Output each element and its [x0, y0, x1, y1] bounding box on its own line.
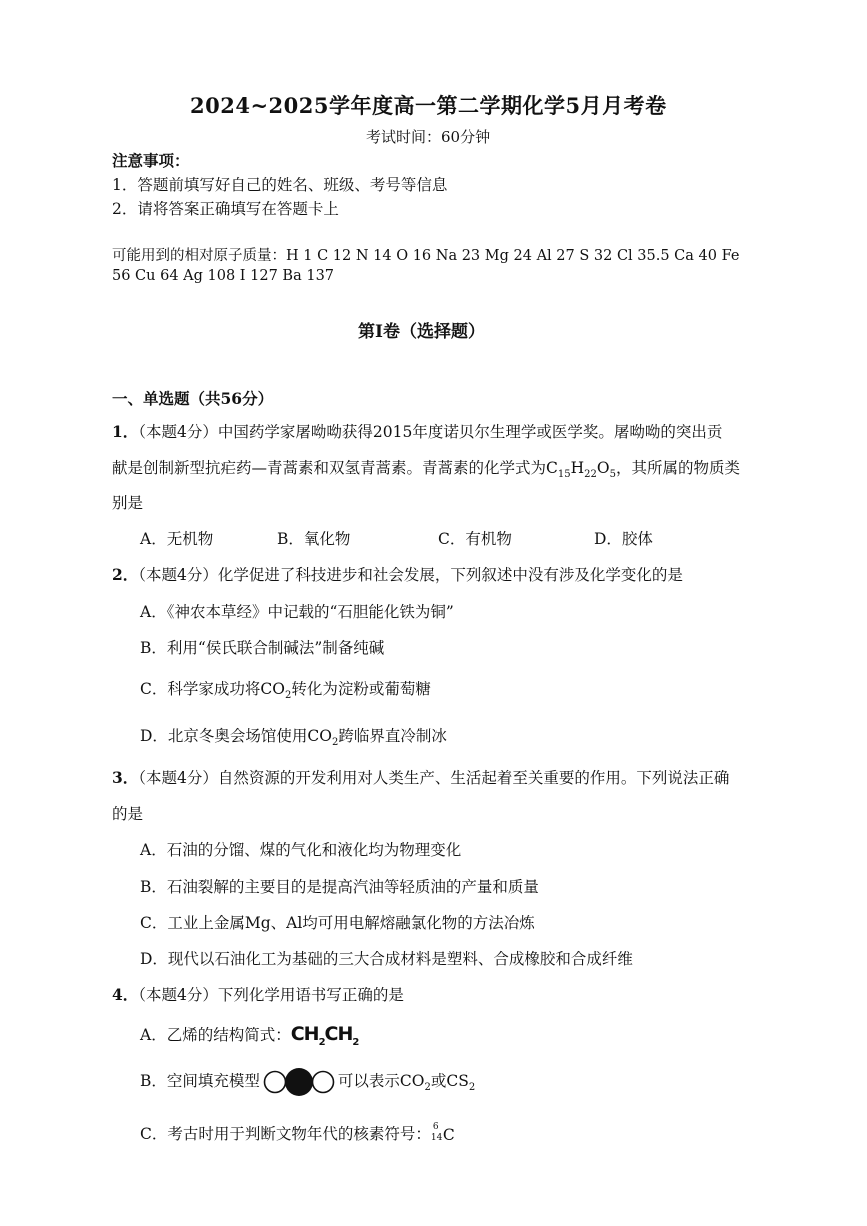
- note-item-2: 2．请将答案正确填写在答题卡上: [112, 200, 339, 218]
- question-2-option-b[interactable]: B．利用“侯氏联合制碱法”制备纯碱: [140, 639, 385, 657]
- question-4-option-c[interactable]: C．考古时用于判断文物年代的核素符号： 6 14 C: [140, 1122, 457, 1146]
- section-title: 一、单选题（共56分）: [112, 389, 274, 408]
- question-1-option-c[interactable]: C．有机物: [438, 530, 512, 548]
- notes-heading: 注意事项：: [112, 151, 190, 170]
- nuclide-symbol: 6 14 C: [430, 1122, 455, 1144]
- question-2-stem: 2．（本题4分）化学促进了科技进步和社会发展，下列叙述中没有涉及化学变化的是: [112, 565, 683, 584]
- page-title: 2024~2025学年度高一第二学期化学5月月考卷: [190, 93, 667, 118]
- question-3-option-c[interactable]: C．工业上金属Mg、Al均可用电解熔融氯化物的方法冶炼: [140, 914, 535, 932]
- question-2-option-c[interactable]: C．科学家成功将$CO_2$转化为淀粉或葡萄糖: [140, 680, 431, 702]
- question-3-line-1: 3．（本题4分）自然资源的开发利用对人类生产、生活起着至关重要的作用。下列说法正确: [112, 768, 730, 787]
- question-4-stem: 4．（本题4分）下列化学用语书写正确的是: [112, 985, 404, 1004]
- question-4-option-b[interactable]: B．空间填充模型 可以表示$CO_2$或$CS_2$: [140, 1068, 475, 1096]
- question-3-option-b[interactable]: B．石油裂解的主要目的是提高汽油等轻质油的产量和质量: [140, 878, 539, 896]
- atomic-masses-line-2: 56 Cu 64 Ag 108 I 127 Ba 137: [112, 268, 335, 284]
- question-4-option-a[interactable]: A．乙烯的结构简式：$CH_2CH_2$: [140, 1023, 359, 1048]
- ethylene-formula: $CH_2CH_2$: [290, 1023, 359, 1048]
- volume-title: 第Ⅰ卷（选择题）: [358, 322, 485, 342]
- question-1-option-b[interactable]: B．氧化物: [277, 530, 351, 548]
- question-3-line-2: 的是: [112, 805, 144, 823]
- question-3-option-d[interactable]: D．现代以石油化工为基础的三大合成材料是塑料、合成橡胶和合成纤维: [140, 950, 633, 968]
- note-item-1: 1．答题前填写好自己的姓名、班级、考号等信息: [112, 176, 448, 194]
- question-3-option-a[interactable]: A．石油的分馏、煤的气化和液化均为物理变化: [140, 841, 462, 859]
- question-2-option-d[interactable]: D．北京冬奥会场馆使用$CO_2$跨临界直冷制冰: [140, 727, 447, 749]
- space-filling-model-icon: [262, 1068, 336, 1096]
- question-2-option-a[interactable]: A．《神农本草经》中记载的“石胆能化铁为铜”: [140, 603, 454, 621]
- question-1-option-a[interactable]: A．无机物: [140, 530, 214, 548]
- question-1-line-2: 献是创制新型抗疟药—青蒿素和双氢青蒿素。青蒿素的化学式为$C_{15}H_{22}O_5$，其所属的物质类: [112, 459, 740, 481]
- question-1-option-d[interactable]: D．胶体: [594, 530, 653, 548]
- atomic-masses-line-1: 可能用到的相对原子质量：H 1 C 12 N 14 O 16 Na 23 Mg 24 Al 27 S 32 Cl 35.5 Ca 40 Fe: [112, 248, 740, 264]
- exam-time: 考试时间：60分钟: [366, 128, 491, 146]
- question-1-line-1: 1．（本题4分）中国药学家屠呦呦获得2015年度诺贝尔生理学或医学奖。屠呦呦的突出贡: [112, 422, 723, 441]
- question-1-line-3: 别是: [112, 494, 144, 512]
